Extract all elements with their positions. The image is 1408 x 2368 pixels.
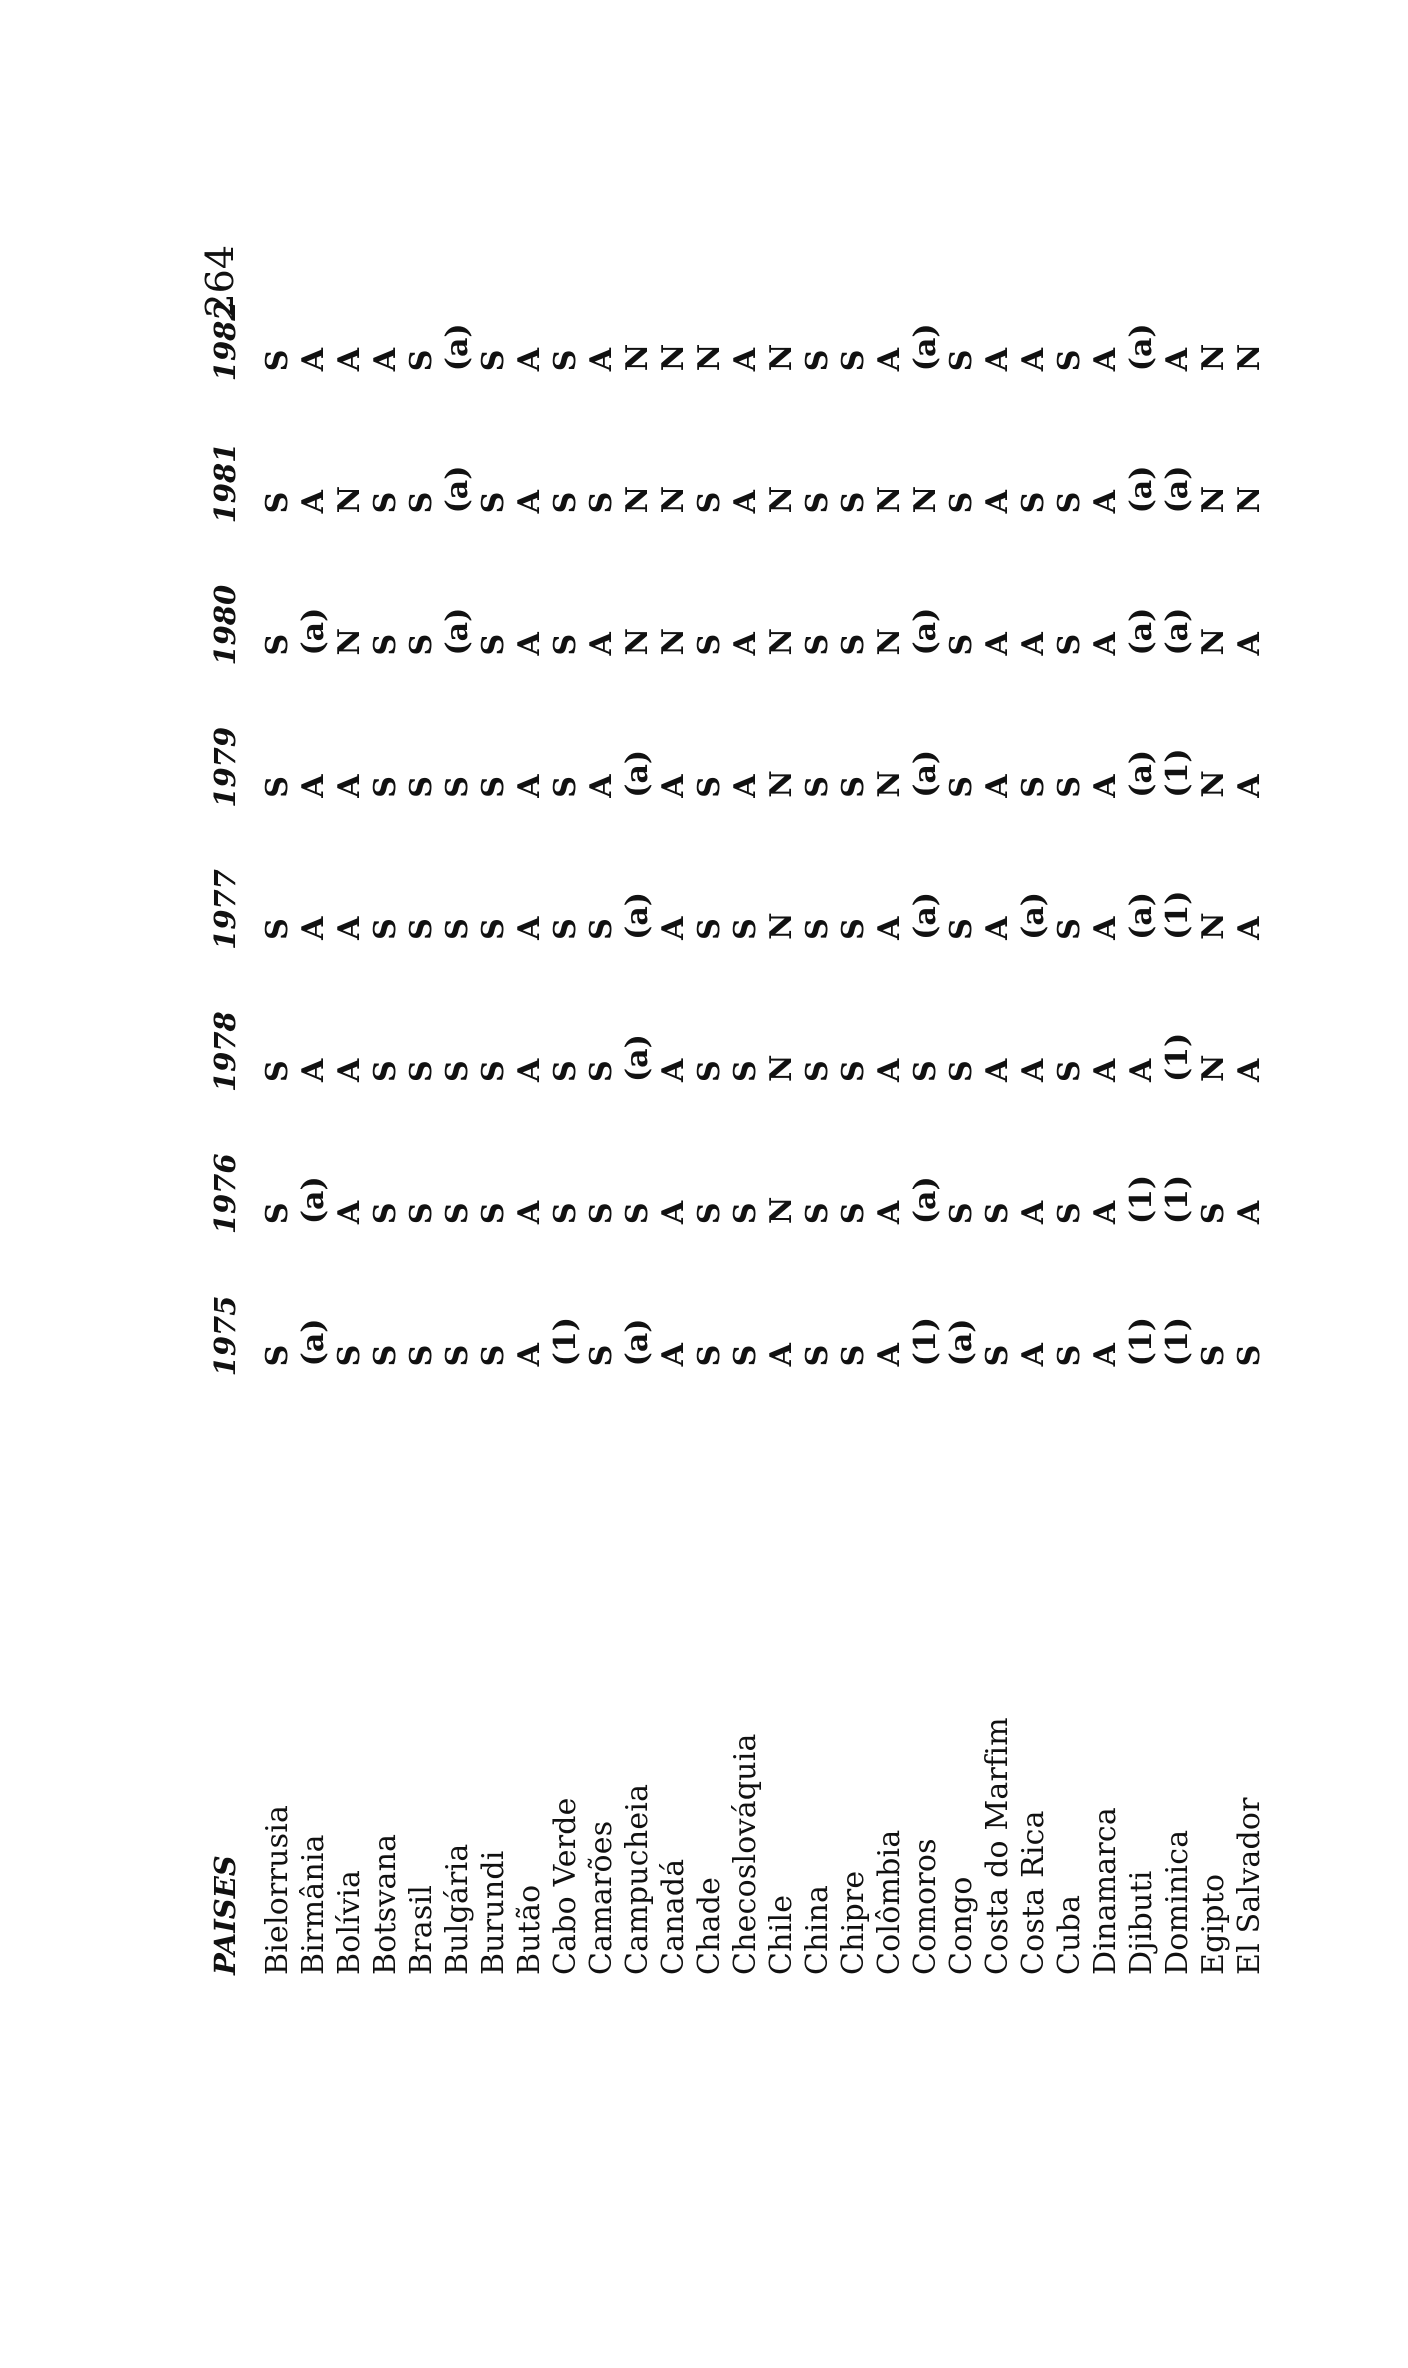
vote-cell: (a) (296, 1176, 331, 1225)
vote-cell: (a) (908, 749, 943, 798)
vote-cell: S (944, 633, 979, 656)
vote-cell: S (728, 1344, 763, 1367)
vote-cell: S (800, 918, 835, 940)
vote-cell: S (980, 1344, 1015, 1367)
vote-cell: S (728, 1202, 763, 1225)
table-row (1196, 245, 1232, 1975)
vote-cell: A (1232, 1058, 1267, 1083)
vote-cell: A (980, 347, 1015, 372)
vote-cell: S (404, 633, 439, 656)
vote-cell: S (260, 1344, 295, 1367)
table-row (440, 245, 476, 1975)
vote-cell: N (872, 485, 907, 514)
vote-cell: A (332, 347, 367, 372)
table-row (1088, 245, 1124, 1975)
vote-cell: S (368, 633, 403, 656)
vote-cell: S (620, 1202, 655, 1225)
vote-cell: A (1016, 1058, 1051, 1083)
vote-cell: S (260, 918, 295, 940)
vote-cell: A (1088, 774, 1123, 798)
vote-cell: (a) (620, 1034, 655, 1083)
vote-cell: A (980, 632, 1015, 656)
vote-cell: (1) (1160, 748, 1195, 798)
vote-cell: S (548, 491, 583, 514)
vote-cell: (a) (296, 607, 331, 656)
vote-cell: S (692, 918, 727, 940)
vote-cell: A (332, 774, 367, 798)
vote-cell: S (800, 1344, 835, 1367)
vote-cell: S (440, 918, 475, 940)
country-name: Dinamarca (1088, 1806, 1123, 1975)
vote-cell: (a) (908, 1176, 943, 1225)
vote-cell: A (296, 347, 331, 372)
vote-cell: N (764, 1196, 799, 1225)
vote-cell: A (1088, 1200, 1123, 1225)
vote-cell: S (584, 1202, 619, 1225)
vote-cell: S (368, 1060, 403, 1083)
vote-cell: S (1196, 1344, 1231, 1367)
vote-cell: S (800, 1060, 835, 1083)
country-name: China (800, 1884, 835, 1975)
vote-cell: A (1088, 632, 1123, 656)
vote-cell: S (944, 1202, 979, 1225)
vote-cell: S (692, 1060, 727, 1083)
vote-cell: S (800, 633, 835, 656)
table-row (332, 245, 368, 1975)
vote-cell: (1) (1160, 1174, 1195, 1225)
country-name: Congo (944, 1876, 979, 1975)
vote-cell: S (260, 633, 295, 656)
vote-cell: (a) (1124, 892, 1159, 940)
vote-cell: A (332, 1200, 367, 1225)
vote-cell: N (656, 343, 691, 372)
vote-cell: (a) (1160, 465, 1195, 514)
vote-cell: S (476, 1060, 511, 1083)
vote-cell: S (584, 491, 619, 514)
vote-cell: S (908, 1060, 943, 1083)
table-row (908, 245, 944, 1975)
vote-cell: S (836, 1202, 871, 1225)
vote-cell: S (368, 1202, 403, 1225)
table-row (1124, 245, 1160, 1975)
vote-cell: S (728, 918, 763, 940)
vote-cell: (a) (440, 607, 475, 656)
vote-cell: A (656, 774, 691, 798)
vote-cell: S (836, 1344, 871, 1367)
vote-cell: N (764, 1054, 799, 1083)
vote-cell: A (512, 1200, 547, 1225)
vote-cell: N (332, 628, 367, 656)
table-row (836, 245, 872, 1975)
vote-cell: (1) (1160, 1317, 1195, 1367)
vote-cell: N (872, 770, 907, 798)
vote-cell: A (584, 774, 619, 798)
vote-cell: S (260, 1060, 295, 1083)
country-name: Canadá (656, 1858, 691, 1975)
vote-cell: S (440, 1344, 475, 1367)
vote-cell: (1) (908, 1317, 943, 1367)
vote-cell: S (476, 1344, 511, 1367)
table-row (512, 245, 548, 1975)
table-row (620, 245, 656, 1975)
table-row (368, 245, 404, 1975)
vote-cell: N (1196, 770, 1231, 798)
vote-cell: A (1016, 1343, 1051, 1367)
vote-cell: S (548, 349, 583, 372)
year-column-header: 1980 (208, 584, 242, 666)
vote-cell: A (512, 347, 547, 372)
vote-cell: S (1052, 1344, 1087, 1367)
vote-cell: A (296, 916, 331, 940)
vote-cell: S (404, 776, 439, 798)
country-name: Bolívia (332, 1869, 367, 1975)
vote-cell: S (476, 633, 511, 656)
vote-cell: S (440, 776, 475, 798)
vote-cell: (1) (1124, 1317, 1159, 1367)
voting-table (190, 245, 1268, 1975)
vote-cell: S (476, 1202, 511, 1225)
country-name: Costa Rica (1016, 1810, 1051, 1975)
vote-cell: S (944, 776, 979, 798)
vote-cell: N (1232, 485, 1267, 514)
vote-cell: A (296, 1058, 331, 1083)
vote-cell: S (476, 491, 511, 514)
vote-cell: S (368, 776, 403, 798)
vote-cell: A (512, 632, 547, 656)
vote-cell: N (656, 628, 691, 656)
vote-cell: (a) (944, 1318, 979, 1367)
vote-cell: S (1052, 491, 1087, 514)
vote-cell: N (620, 343, 655, 372)
table-row (476, 245, 512, 1975)
vote-cell: S (1052, 1202, 1087, 1225)
table-row (764, 245, 800, 1975)
table-row (692, 245, 728, 1975)
vote-cell: S (836, 1060, 871, 1083)
country-name: Chile (764, 1894, 799, 1975)
country-name: Bulgária (440, 1843, 475, 1975)
country-name: Cuba (1052, 1894, 1087, 1975)
vote-cell: S (1052, 1060, 1087, 1083)
vote-cell: S (1232, 1344, 1267, 1367)
vote-cell: A (980, 774, 1015, 798)
vote-cell: A (1232, 916, 1267, 940)
vote-cell: (a) (908, 607, 943, 656)
vote-cell: S (260, 349, 295, 372)
country-name: Chipre (836, 1870, 871, 1975)
page-number: 264 (198, 245, 242, 318)
table-body (260, 245, 1268, 1975)
vote-cell: S (260, 1202, 295, 1225)
vote-cell: N (764, 628, 799, 656)
vote-cell: (a) (620, 892, 655, 940)
vote-cell: (a) (1124, 607, 1159, 656)
vote-cell: (a) (440, 465, 475, 514)
vote-cell: S (548, 1060, 583, 1083)
vote-cell: A (1088, 347, 1123, 372)
vote-cell: S (404, 491, 439, 514)
vote-cell: A (872, 1343, 907, 1367)
vote-cell: S (1052, 349, 1087, 372)
vote-cell: A (584, 347, 619, 372)
table-row (1232, 245, 1268, 1975)
vote-cell: S (260, 491, 295, 514)
vote-cell: A (584, 632, 619, 656)
table-row (656, 245, 692, 1975)
vote-cell: S (692, 776, 727, 798)
vote-cell: A (728, 774, 763, 798)
country-name: Campucheia (620, 1783, 655, 1975)
vote-cell: N (764, 343, 799, 372)
vote-cell: A (656, 1058, 691, 1083)
vote-cell: S (368, 918, 403, 940)
vote-cell: S (692, 633, 727, 656)
vote-cell: S (440, 1202, 475, 1225)
vote-cell: S (944, 918, 979, 940)
vote-cell: S (944, 349, 979, 372)
vote-cell: A (656, 1200, 691, 1225)
vote-cell: A (512, 1058, 547, 1083)
vote-cell: S (980, 1202, 1015, 1225)
vote-cell: A (1016, 347, 1051, 372)
vote-cell: S (548, 918, 583, 940)
vote-cell: N (764, 912, 799, 940)
vote-cell: N (1196, 1054, 1231, 1083)
vote-cell: A (980, 1058, 1015, 1083)
table-row (1052, 245, 1088, 1975)
vote-cell: S (1052, 633, 1087, 656)
vote-cell: N (656, 485, 691, 514)
vote-cell: (a) (908, 892, 943, 940)
vote-cell: S (548, 1202, 583, 1225)
vote-cell: (a) (1124, 323, 1159, 372)
vote-cell: N (1196, 912, 1231, 940)
vote-cell: S (836, 633, 871, 656)
vote-cell: N (620, 485, 655, 514)
vote-cell: S (440, 1060, 475, 1083)
vote-cell: S (800, 491, 835, 514)
vote-cell: A (872, 916, 907, 940)
table-row (548, 245, 584, 1975)
table-row (800, 245, 836, 1975)
table-row (404, 245, 440, 1975)
table-row (260, 245, 296, 1975)
vote-cell: S (836, 918, 871, 940)
vote-cell: A (728, 490, 763, 514)
vote-cell: S (404, 1060, 439, 1083)
vote-cell: A (512, 490, 547, 514)
vote-cell: S (368, 1344, 403, 1367)
vote-cell: S (476, 918, 511, 940)
vote-cell: (a) (620, 749, 655, 798)
country-name: Egipto (1196, 1873, 1231, 1975)
vote-cell: S (476, 349, 511, 372)
vote-cell: A (1088, 916, 1123, 940)
vote-cell: A (872, 1058, 907, 1083)
vote-cell: N (332, 485, 367, 514)
vote-cell: S (332, 1344, 367, 1367)
table-row (1160, 245, 1196, 1975)
country-name: Cabo Verde (548, 1797, 583, 1975)
vote-cell: S (1196, 1202, 1231, 1225)
vote-cell: A (1088, 1343, 1123, 1367)
vote-cell: A (1232, 632, 1267, 656)
year-column-header: 1975 (208, 1295, 242, 1377)
table-row (584, 245, 620, 1975)
vote-cell: A (296, 490, 331, 514)
year-column-header: 1979 (208, 726, 242, 808)
vote-cell: N (764, 770, 799, 798)
rotated-page (180, 245, 1267, 2105)
vote-cell: (1) (1124, 1174, 1159, 1225)
vote-cell: (a) (440, 323, 475, 372)
vote-cell: A (728, 632, 763, 656)
country-name: Camarões (584, 1820, 619, 1975)
vote-cell: A (1124, 1058, 1159, 1083)
table-row (872, 245, 908, 1975)
vote-cell: S (800, 349, 835, 372)
vote-cell: N (764, 485, 799, 514)
vote-cell: A (980, 490, 1015, 514)
vote-cell: (a) (296, 1318, 331, 1367)
vote-cell: S (836, 349, 871, 372)
vote-cell: S (692, 1344, 727, 1367)
vote-cell: (a) (1124, 465, 1159, 514)
vote-cell: A (512, 774, 547, 798)
vote-cell: A (980, 916, 1015, 940)
vote-cell: S (692, 1202, 727, 1225)
vote-cell: N (692, 343, 727, 372)
vote-cell: S (404, 1344, 439, 1367)
table-row (944, 245, 980, 1975)
year-column-header: 1981 (208, 442, 242, 524)
vote-cell: A (872, 347, 907, 372)
table-row (296, 245, 332, 1975)
vote-cell: (a) (908, 323, 943, 372)
vote-cell: S (1016, 776, 1051, 798)
country-name: Checoslováquia (728, 1733, 763, 1975)
vote-cell: S (836, 776, 871, 798)
vote-cell: S (584, 1344, 619, 1367)
country-name: Brasil (404, 1884, 439, 1975)
vote-cell: S (800, 776, 835, 798)
vote-cell: (a) (1124, 749, 1159, 798)
vote-cell: S (1052, 776, 1087, 798)
vote-cell: (1) (1160, 890, 1195, 940)
vote-cell: A (512, 916, 547, 940)
vote-cell: S (944, 491, 979, 514)
vote-cell: S (584, 1060, 619, 1083)
vote-cell: N (1196, 343, 1231, 372)
vote-cell: S (404, 918, 439, 940)
vote-cell: N (1232, 343, 1267, 372)
vote-cell: (a) (620, 1318, 655, 1367)
table-row (728, 245, 764, 1975)
year-column-header: 1976 (208, 1153, 242, 1235)
vote-cell: S (692, 491, 727, 514)
vote-cell: A (728, 347, 763, 372)
vote-cell: S (476, 776, 511, 798)
country-name: Butão (512, 1884, 547, 1975)
vote-cell: (a) (1016, 892, 1051, 940)
vote-cell: A (656, 916, 691, 940)
vote-cell: A (872, 1200, 907, 1225)
vote-cell: N (1196, 628, 1231, 656)
country-name: Birmânia (296, 1834, 331, 1975)
vote-cell: N (908, 485, 943, 514)
table-row (1016, 245, 1052, 1975)
vote-cell: A (1232, 774, 1267, 798)
year-column-header: 1977 (208, 869, 242, 950)
vote-cell: N (620, 628, 655, 656)
vote-cell: S (368, 491, 403, 514)
vote-cell: (1) (548, 1317, 583, 1367)
vote-cell: A (332, 1058, 367, 1083)
vote-cell: S (836, 491, 871, 514)
country-name: Botsvana (368, 1833, 403, 1975)
country-name: Dominica (1160, 1829, 1195, 1975)
country-name: Burundi (476, 1850, 511, 1975)
vote-cell: S (404, 1202, 439, 1225)
vote-cell: A (512, 1343, 547, 1367)
country-column-header: PAISES (208, 1855, 242, 1975)
vote-cell: A (1016, 1200, 1051, 1225)
vote-cell: N (872, 628, 907, 656)
country-name: Colômbia (872, 1829, 907, 1975)
vote-cell: S (404, 349, 439, 372)
vote-cell: S (548, 776, 583, 798)
country-name: Chade (692, 1876, 727, 1975)
vote-cell: A (332, 916, 367, 940)
vote-cell: S (800, 1202, 835, 1225)
country-name: El Salvador (1232, 1797, 1267, 1975)
country-name: Comoros (908, 1838, 943, 1975)
table-header-row (190, 245, 260, 1975)
country-name: Costa do Marfim (980, 1717, 1015, 1975)
vote-cell: A (368, 347, 403, 372)
vote-cell: (1) (1160, 1032, 1195, 1083)
year-column-header: 1978 (208, 1011, 242, 1093)
vote-cell: A (1232, 1200, 1267, 1225)
vote-cell: N (1196, 485, 1231, 514)
vote-cell: S (548, 633, 583, 656)
vote-cell: S (944, 1060, 979, 1083)
vote-cell: A (1088, 490, 1123, 514)
vote-cell: S (1016, 491, 1051, 514)
vote-cell: S (728, 1060, 763, 1083)
vote-cell: S (260, 776, 295, 798)
vote-cell: A (1088, 1058, 1123, 1083)
vote-cell: S (1052, 918, 1087, 940)
country-name: Bielorrusia (260, 1804, 295, 1975)
vote-cell: A (1160, 347, 1195, 372)
vote-cell: A (764, 1343, 799, 1367)
vote-cell: S (584, 918, 619, 940)
vote-cell: A (296, 774, 331, 798)
country-name: Djibuti (1124, 1870, 1159, 1975)
vote-cell: A (656, 1343, 691, 1367)
table-row (980, 245, 1016, 1975)
year-column-header: 1982 (208, 300, 242, 382)
vote-cell: A (1016, 632, 1051, 656)
vote-cell: (a) (1160, 607, 1195, 656)
